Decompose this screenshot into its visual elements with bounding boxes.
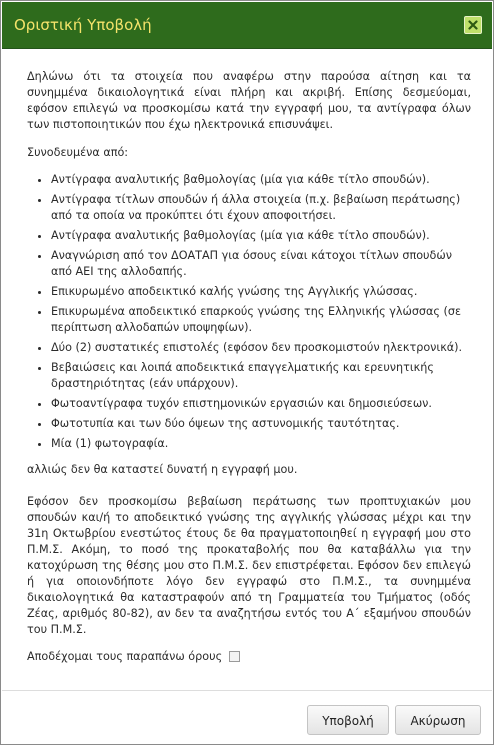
submit-button[interactable]: Υποβολή <box>307 705 389 735</box>
list-item: • Βεβαιώσεις και λοιπά αποδεικτικά επαγγελματικής και ερευνητικής δραστηριότητας (εάν υπάρχουν). <box>51 360 471 392</box>
dialog-titlebar <box>2 2 492 49</box>
close-button[interactable] <box>464 16 482 34</box>
accept-terms-label: Αποδέχομαι τους παραπάνω όρους <box>27 650 223 663</box>
documents-list <box>27 172 471 452</box>
list-item: • Φωτοτυπία και των δύο όψεων της αστυνομικής ταυτότητας. <box>51 416 471 432</box>
list-item: • Αντίγραφα αναλυτικής βαθμολογίας (μία για κάθε τίτλο σπουδών). <box>51 172 471 188</box>
dialog-footer <box>2 690 492 744</box>
conditions-text: Εφόσον δεν προσκομίσω βεβαίωση περάτωσης των προπτυχιακών μου σπουδών και/ή το αποδεικτικό γνώσης της αγγλικής γλώσσας μέχρι και την 31η Οκτωβρίου ενεστώτος έτους δε θα πραγματοποιηθεί η εγγραφή μου στο Π.Μ.Σ. Ακόμη, το ποσό της προκαταβολής που θα καταβάλλω για την κατοχύρωση της θέσης μου στο Π.Μ.Σ. δεν επιστρέφεται. Εφόσον δεν επιλεγώ ή για οποιονδήποτε λόγο δεν εγγραφώ στο Π.Μ.Σ., τα συνημμένα δικαιολογητικά θα καταστραφούν από τη Γραμματεία του Τμήματος (οδός Ζέας, αριθμός 80-82), αν δεν τα αναζητήσω εντός του Α΄ εξαμήνου σπουδών του Π.Μ.Σ. <box>27 495 471 636</box>
close-x-icon <box>468 20 478 30</box>
dialog-body <box>27 69 471 638</box>
list-item: • Αντίγραφα τίτλων σπουδών ή άλλα στοιχεία (π.χ. βεβαίωση περάτωσης) από τα οποία να προκύπτει ότι έχουν αποφοιτήσει. <box>51 192 471 224</box>
list-item: • Δύο (2) συστατικές επιστολές (εφόσον δεν προσκομιστούν ηλεκτρονικά). <box>51 340 471 356</box>
otherwise-text: αλλιώς δεν θα καταστεί δυνατή η εγγραφή μου. <box>27 463 298 476</box>
list-item: • Επικυρωμένα αποδεικτικό επαρκούς γνώσης της Ελληνικής γλώσσας (σε περίπτωση αλλοδαπών υποψηφίων). <box>51 304 471 336</box>
list-item: • Αντίγραφα αναλυτικής βαθμολογίας (μία για κάθε τίτλο σπουδών). <box>51 228 471 244</box>
list-item: • Μία (1) φωτογραφία. <box>51 436 471 452</box>
cancel-button[interactable]: Ακύρωση <box>395 705 481 735</box>
list-item: • Φωτοαντίγραφα τυχόν επιστημονικών εργασιών και δημοσιεύσεων. <box>51 396 471 412</box>
declaration-text: Δηλώνω ότι τα στοιχεία που αναφέρω στην παρούσα αίτηση και τα συνημμένα δικαιολογητικά είναι πλήρη και ακριβή. Επίσης δεσμεύομαι, εφόσον επιλεγώ να προσκομίσω κατά την εγγραφή μου, τα αντίγραφα όλων των πιστοποιητικών που έχω ηλεκτρονικά επισυνάψει. <box>27 70 471 131</box>
accept-terms-checkbox[interactable] <box>229 651 240 662</box>
accept-terms-row <box>27 649 240 665</box>
attached-heading: Συνοδευμένα από: <box>27 146 129 159</box>
list-item: • Επικυρωμένο αποδεικτικό καλής γνώσης της Αγγλικής γλώσσας. <box>51 284 471 300</box>
dialog-title: Οριστική Υποβολή <box>14 16 152 34</box>
list-item: • Αναγνώριση από τον ΔΟΑΤΑΠ για όσους είναι κάτοχοι τίτλων σπουδών από ΑΕΙ της αλλοδαπής. <box>51 248 471 280</box>
